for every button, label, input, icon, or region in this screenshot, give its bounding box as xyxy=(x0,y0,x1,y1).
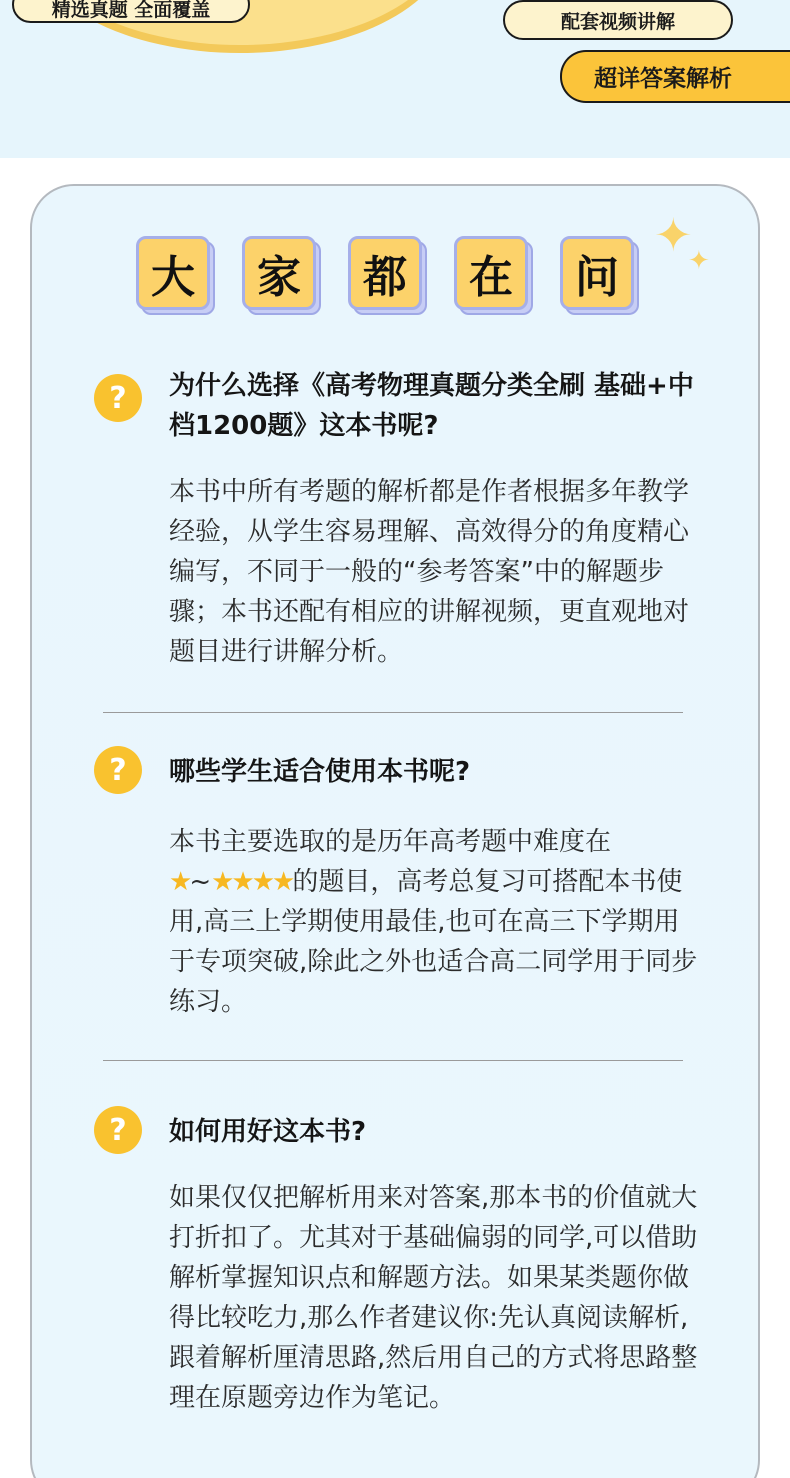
sparkle-icon: ✦ xyxy=(654,208,693,262)
star-rating-low: ★ xyxy=(169,867,190,897)
star-rating-high: ★★★★ xyxy=(211,867,293,897)
answer-text xyxy=(169,822,699,1022)
question-icon: ? xyxy=(94,746,142,794)
tag-video-explanation: 配套视频讲解 xyxy=(503,0,733,40)
question-text: 哪些学生适合使用本书呢? xyxy=(169,757,471,787)
question-text: 为什么选择《高考物理真题分类全刷 基础+中档1200题》这本书呢? xyxy=(169,371,694,441)
question-icon: ? xyxy=(94,1106,142,1154)
tag-real-questions: 精选真题 全面覆盖 xyxy=(12,0,250,23)
top-banner xyxy=(0,0,790,158)
faq-title xyxy=(136,236,634,310)
tag-answer-analysis: 超详答案解析 xyxy=(560,50,790,103)
tilde: ~ xyxy=(189,867,212,897)
divider xyxy=(103,1060,683,1061)
title-char-box: 都 xyxy=(348,236,422,310)
sparkle-icon: ✦ xyxy=(688,246,710,276)
answer-text: 如果仅仅把解析用来对答案,那本书的价值就大打折扣了。尤其对于基础偏弱的同学,可以借助解析掌握知识点和解题方法。如果某类题你做得比较吃力,那么作者建议你:先认真阅读解析,跟着解析厘清思路,然后用自己的方式将思路整理在原题旁边作为笔记。 xyxy=(169,1183,698,1413)
answer-text-end: 的题目，高考总复习可搭配本书使用,高三上学期使用最佳,也可在高三下学期用于专项突破,除此之外也适合高二同学用于同步练习。 xyxy=(169,867,698,1017)
question-icon: ? xyxy=(94,374,142,422)
title-char-box: 问 xyxy=(560,236,634,310)
faq-card xyxy=(30,184,760,1478)
title-char-box: 大 xyxy=(136,236,210,310)
title-char-box: 在 xyxy=(454,236,528,310)
answer-text: 本书中所有考题的解析都是作者根据多年教学经验，从学生容易理解、高效得分的角度精心编写，不同于一般的“参考答案”中的解题步骤；本书还配有相应的讲解视频，更直观地对题目进行讲解分析。 xyxy=(169,477,690,667)
title-char-box: 家 xyxy=(242,236,316,310)
question-text: 如何用好这本书? xyxy=(169,1117,367,1147)
divider xyxy=(103,712,683,713)
answer-text-start: 本书主要选取的是历年高考题中难度在 xyxy=(169,827,612,857)
